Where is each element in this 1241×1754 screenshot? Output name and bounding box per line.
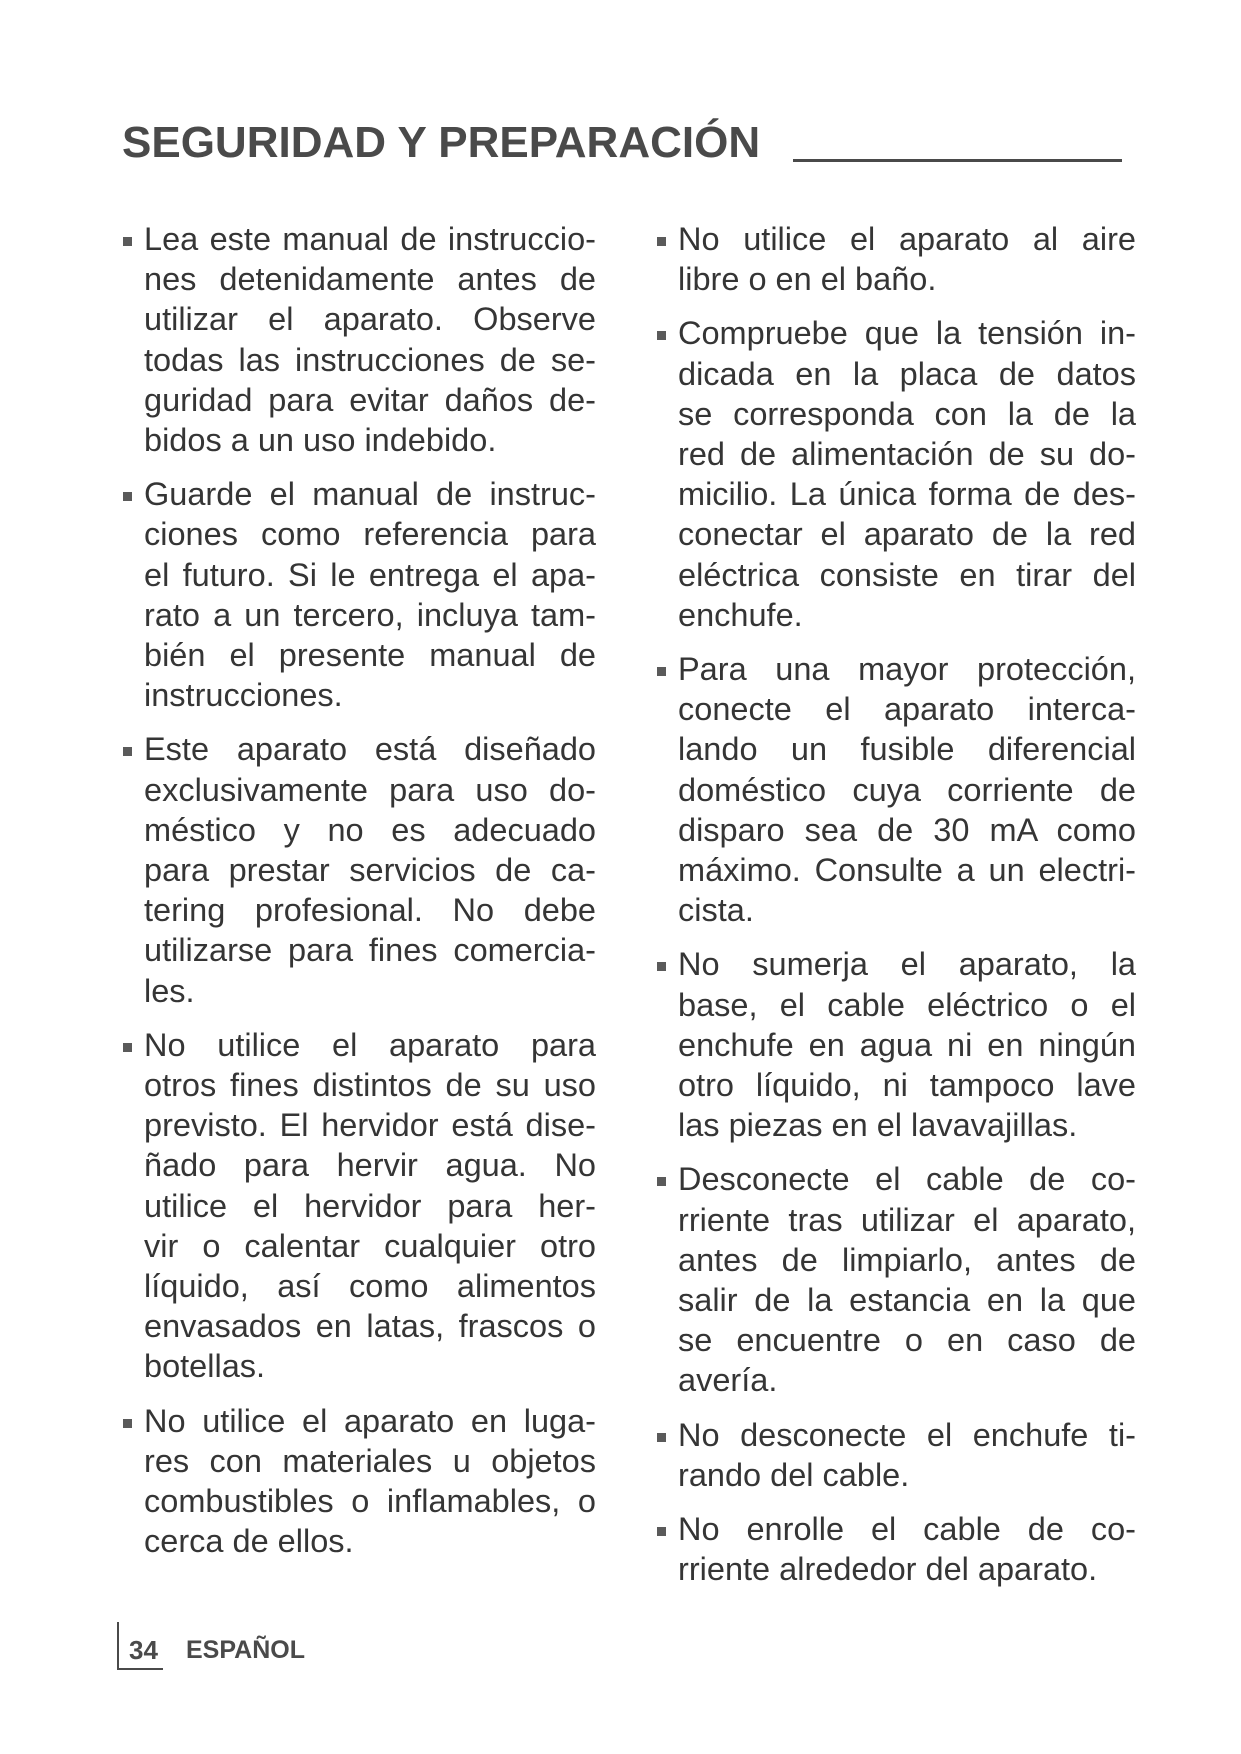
list-item (144, 1401, 596, 1562)
square-bullet-icon (123, 237, 132, 246)
page-number: 34 (129, 1635, 158, 1665)
text-line: para prestar servicios de ca- (144, 852, 596, 889)
text-line: el futuro. Si le entrega el apa- (144, 556, 596, 593)
text-line: antes de limpiarlo, antes de (678, 1241, 1136, 1278)
list-item (678, 649, 1136, 930)
text-line: res con materiales u objetos (144, 1442, 596, 1479)
text-line: utilizar el aparato. Observe (144, 301, 596, 338)
text-line: exclusivamente para uso do- (144, 771, 596, 808)
square-bullet-icon (657, 1527, 666, 1536)
text-line: bidos a un uso indebido. (144, 422, 497, 459)
text-line: méstico y no es adecuado (144, 811, 596, 848)
text-line: Para una mayor protección, (678, 651, 1136, 688)
text-line: nes detenidamente antes de (144, 261, 596, 298)
square-bullet-icon (123, 1043, 132, 1052)
text-line: base, el cable eléctrico o el (678, 986, 1136, 1023)
text-line: Guarde el manual de instruc- (144, 476, 596, 513)
text-line: eléctrica consiste en tirar del (678, 556, 1136, 593)
list-item (678, 944, 1136, 1145)
footer-horizontal-rule (117, 1668, 163, 1670)
list-item (678, 313, 1136, 635)
text-line: rando del cable. (678, 1456, 910, 1493)
text-line: lando un fusible diferencial (678, 731, 1136, 768)
text-line: enchufe. (678, 596, 803, 633)
text-line: se encuentre o en caso de (678, 1322, 1136, 1359)
text-line: botellas. (144, 1348, 266, 1385)
text-line: todas las instrucciones de se- (144, 341, 596, 378)
text-line: libre o en el baño. (678, 261, 937, 298)
square-bullet-icon (657, 962, 666, 971)
text-line: se corresponda con la de la (678, 395, 1136, 432)
text-line: No utilice el aparato para (144, 1026, 596, 1063)
text-line: cista. (678, 892, 754, 929)
text-line: vir o calentar cualquier otro (144, 1227, 596, 1264)
list-item (144, 219, 596, 460)
text-line: disparo sea de 30 mA como (678, 811, 1136, 848)
text-line: rato a un tercero, incluya tam- (144, 596, 596, 633)
list-item (144, 474, 596, 715)
text-line: doméstico cuya corriente de (678, 771, 1136, 808)
text-line: rriente tras utilizar el aparato, (678, 1201, 1136, 1238)
text-line: Desconecte el cable de co- (678, 1161, 1136, 1198)
text-line: ñado para hervir agua. No (144, 1147, 596, 1184)
square-bullet-icon (657, 1433, 666, 1442)
text-line: No enrolle el cable de co- (678, 1511, 1136, 1548)
square-bullet-icon (657, 237, 666, 246)
text-line: envasados en latas, frascos o (144, 1308, 596, 1345)
text-line: red de alimentación de su do- (678, 436, 1136, 473)
text-line: máximo. Consulte a un electri- (678, 852, 1136, 889)
text-line: enchufe en agua ni en ningún (678, 1026, 1136, 1063)
left-column (144, 219, 596, 1562)
text-line: salir de la estancia en la que (678, 1282, 1136, 1319)
text-line: Lea este manual de instruccio- (144, 221, 596, 257)
text-line: No sumerja el aparato, la (678, 946, 1136, 983)
page-title: SEGURIDAD Y PREPARACIÓN (122, 118, 761, 167)
square-bullet-icon (657, 331, 666, 340)
text-line: Este aparato está diseñado (144, 731, 596, 768)
list-item (678, 219, 1136, 299)
text-line: las piezas en el lavavajillas. (678, 1107, 1078, 1144)
text-line: otros fines distintos de su uso (144, 1067, 596, 1104)
text-line: Compruebe que la tensión in- (678, 315, 1136, 352)
text-line: utilizarse para fines comercia- (144, 932, 596, 969)
right-column (678, 219, 1136, 1590)
list-item (144, 729, 596, 1010)
title-rule (793, 159, 1122, 162)
text-line: instrucciones. (144, 677, 343, 714)
text-line: ciones como referencia para (144, 516, 596, 553)
text-line: No desconecte el enchufe ti- (678, 1416, 1136, 1453)
footer-language: ESPAÑOL (186, 1636, 305, 1664)
text-line: No utilice el aparato al aire (678, 221, 1136, 257)
text-line: dicada en la placa de datos (678, 355, 1136, 392)
text-line: líquido, así como alimentos (144, 1268, 596, 1305)
footer-vertical-rule (117, 1622, 119, 1670)
square-bullet-icon (123, 492, 132, 501)
text-line: combustibles o inflamables, o (144, 1483, 596, 1520)
text-line: guridad para evitar daños de- (144, 381, 596, 418)
text-line: otro líquido, ni tampoco lave (678, 1067, 1136, 1104)
text-line: micilio. La única forma de des- (678, 476, 1136, 513)
square-bullet-icon (123, 747, 132, 756)
text-line: conecte el aparato interca- (678, 691, 1136, 728)
text-line: conectar el aparato de la red (678, 516, 1136, 553)
list-item (678, 1159, 1136, 1400)
text-line: No utilice el aparato en luga- (144, 1402, 596, 1439)
text-line: cerca de ellos. (144, 1523, 354, 1560)
text-line: utilice el hervidor para her- (144, 1187, 596, 1224)
text-line: bién el presente manual de (144, 637, 596, 674)
text-line: tering profesional. No debe (144, 892, 596, 929)
text-line: les. (144, 972, 195, 1009)
text-line: rriente alrededor del aparato. (678, 1551, 1098, 1588)
text-line: avería. (678, 1362, 778, 1399)
square-bullet-icon (123, 1419, 132, 1428)
text-line: previsto. El hervidor está dise- (144, 1107, 596, 1144)
square-bullet-icon (657, 1177, 666, 1186)
list-item (678, 1509, 1136, 1589)
list-item (144, 1025, 596, 1387)
list-item (678, 1415, 1136, 1495)
square-bullet-icon (657, 667, 666, 676)
